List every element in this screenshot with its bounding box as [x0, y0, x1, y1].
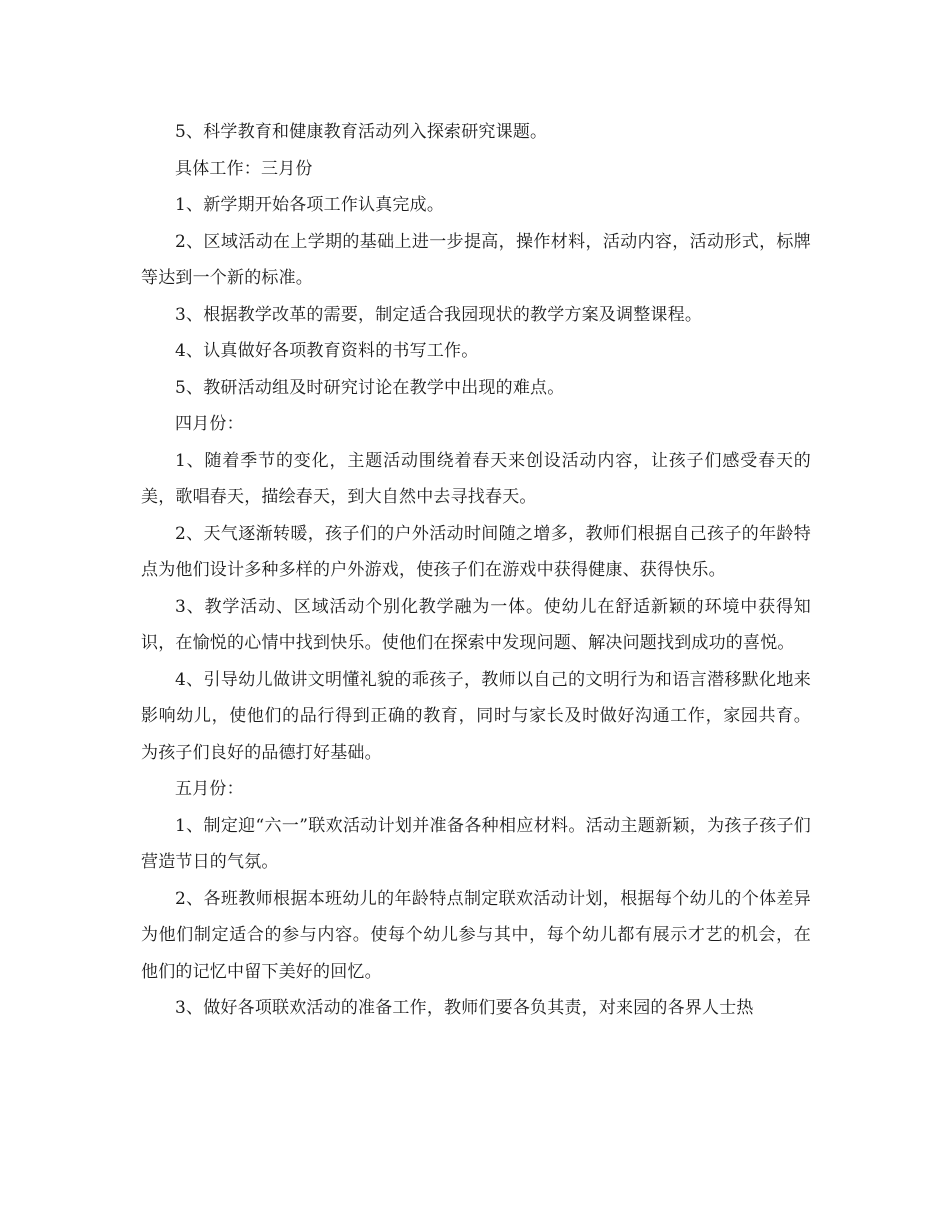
- section-heading-may: 五月份：: [175, 779, 244, 799]
- paragraph-march-3: 3、根据教学改革的需要，制定适合我园现状的教学方案及调整课程。: [175, 304, 703, 325]
- paragraph-item-5-science-health: 5、科学教育和健康教育活动列入探索研究课题。: [175, 122, 548, 142]
- paragraph-march-5: 5、教研活动组及时研究讨论在教学中出现的难点。: [175, 377, 565, 398]
- paragraph-april-1: 1、随着季节的变化，主题活动围绕着春天来创设活动内容，让孩子们感受春天的美，歌唱春天，描绘春天，到大自然中去寻找春天。: [141, 450, 811, 507]
- paragraph-april-3: 3、教学活动、区域活动个别化教学融为一体。使幼儿在舒适新颖的环境中获得知识，在愉悦的心情中找到快乐。使他们在探索中发现问题、解决问题找到成功的喜悦。: [141, 596, 811, 653]
- paragraph-may-3: 3、做好各项联欢活动的准备工作，教师们要各负其责，对来园的各界人士热: [175, 998, 754, 1018]
- section-heading-april: 四月份：: [175, 414, 244, 434]
- paragraph-march-2: 2、区域活动在上学期的基础上进一步提高，操作材料，活动内容，活动形式，标牌等达到一个新的标准。: [141, 231, 811, 288]
- paragraph-march-1: 1、新学期开始各项工作认真完成。: [175, 195, 445, 215]
- document-body: [141, 114, 811, 1027]
- paragraph-april-2: 2、天气逐渐转暖，孩子们的户外活动时间随之增多，教师们根据自己孩子的年龄特点为他们设计多种多样的户外游戏，使孩子们在游戏中获得健康、获得快乐。: [141, 523, 811, 580]
- paragraph-may-2: 2、各班教师根据本班幼儿的年龄特点制定联欢活动计划，根据每个幼儿的个体差异为他们制定适合的参与内容。使每个幼儿参与其中，每个幼儿都有展示才艺的机会，在他们的记忆中留下美好的回忆。: [141, 888, 811, 982]
- paragraph-april-4: 4、引导幼儿做讲文明懂礼貌的乖孩子，教师以自己的文明行为和语言潜移默化地来影响幼儿，使他们的品行得到正确的教育，同时与家长及时做好沟通工作，家园共育。为孩子们良好的品德打好基础。: [141, 669, 811, 763]
- paragraph-may-1: 1、制定迎“六一”联欢活动计划并准备各种相应材料。活动主题新颖，为孩子孩子们营造节日的气氛。: [141, 815, 811, 872]
- paragraph-march-4: 4、认真做好各项教育资料的书写工作。: [175, 341, 479, 361]
- section-heading-march: 具体工作：三月份: [175, 158, 313, 179]
